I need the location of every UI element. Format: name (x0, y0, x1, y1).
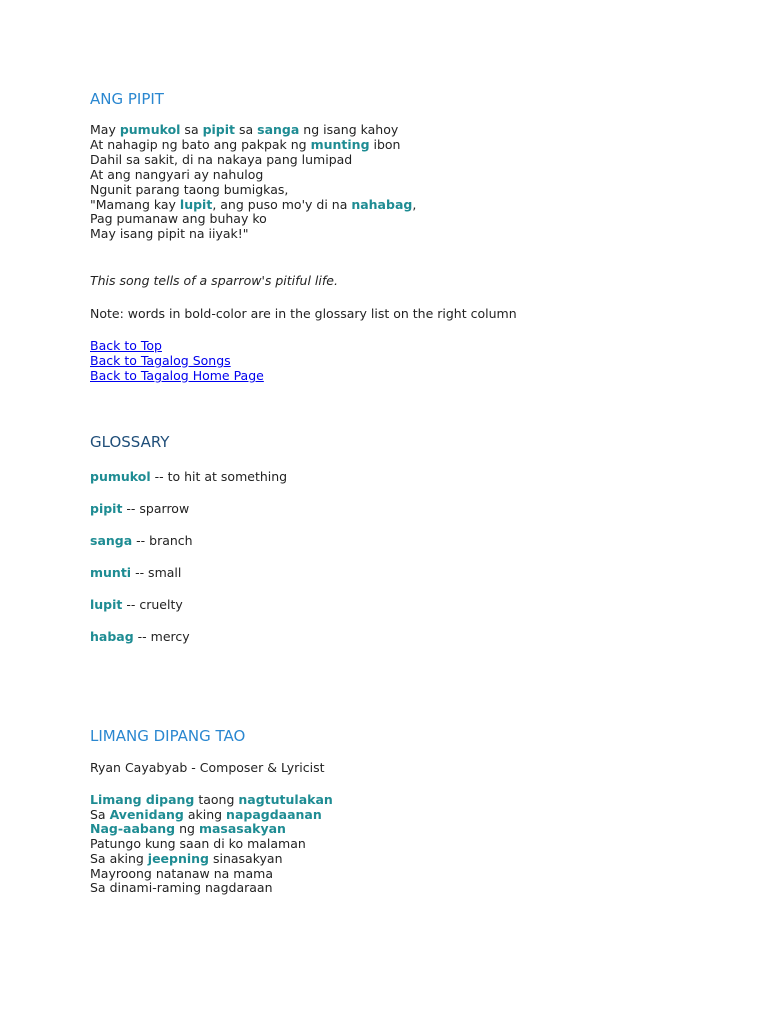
glossary-word: Nag-aabang (90, 821, 176, 837)
lyric-line (90, 851, 283, 866)
glossary-word: pumukol (119, 122, 181, 137)
lyric-line (90, 167, 263, 182)
glossary-entry (90, 629, 190, 644)
glossary-word: nahabag (351, 196, 413, 212)
lyric-text: Sa (90, 806, 110, 822)
lyric-line (90, 122, 398, 137)
lyric-line (90, 807, 322, 822)
glossary-term: habag (90, 629, 134, 644)
lyric-text: "Mamang kay (90, 196, 180, 212)
glossary-definition: -- mercy (133, 629, 190, 644)
back-to-top-link[interactable]: Back to Top (90, 338, 162, 353)
glossary-title: GLOSSARY (90, 433, 170, 451)
song1-title: ANG PIPIT (90, 90, 164, 108)
glossary-word: lupit (179, 196, 213, 212)
glossary-term: pumukol (90, 469, 151, 484)
lyric-text: At ang nangyari ay nahulog (90, 166, 264, 182)
lyric-text: Pag pumanaw ang buhay ko (90, 211, 267, 227)
lyric-line (90, 880, 273, 895)
glossary-definition: -- branch (132, 533, 193, 548)
glossary-term: pipit (90, 501, 123, 516)
lyric-text: ng isang kahoy (299, 122, 399, 137)
lyric-text: sa (180, 122, 203, 137)
back-to-tagalog-home-link[interactable]: Back to Tagalog Home Page (90, 368, 264, 383)
glossary-word: sanga (257, 122, 300, 137)
song2-title: LIMANG DIPANG TAO (90, 727, 246, 745)
glossary-entry (90, 501, 189, 516)
lyric-line (90, 137, 400, 152)
lyric-text: , ang puso mo'y di na (212, 196, 352, 212)
lyric-text: Sa dinami-raming nagdaraan (90, 880, 273, 896)
glossary-word: pipit (202, 122, 236, 137)
glossary-definition: -- sparrow (122, 501, 190, 516)
lyric-text: Mayroong natanaw na mama (90, 865, 273, 881)
glossary-definition: -- to hit at something (150, 469, 288, 484)
glossary-entry (90, 597, 183, 612)
lyric-text: aking (183, 806, 227, 822)
lyric-text: May isang pipit na iiyak!" (90, 226, 249, 242)
lyric-line (90, 182, 288, 197)
glossary-word: Limang dipang (90, 792, 195, 807)
lyric-text: , (412, 196, 417, 212)
song1-description: This song tells of a sparrow's pitiful life. (90, 273, 338, 288)
lyric-text: sinasakyan (209, 850, 283, 866)
lyric-line (90, 821, 286, 836)
lyric-line (90, 152, 352, 167)
glossary-word: munting (310, 136, 370, 152)
lyric-text: At nahagip ng bato ang pakpak ng (90, 136, 311, 152)
lyric-text: Patungo kung saan di ko malaman (90, 836, 306, 852)
glossary-word: napagdaanan (226, 806, 322, 822)
glossary-word: masasakyan (198, 821, 286, 837)
song2-credit: Ryan Cayabyab - Composer & Lyricist (90, 760, 325, 775)
glossary-entry (90, 469, 287, 484)
lyric-text: ibon (369, 136, 401, 152)
lyric-line (90, 211, 267, 226)
lyric-text: ng (175, 821, 199, 837)
glossary-word: nagtutulakan (238, 792, 333, 807)
lyric-line (90, 197, 416, 212)
lyric-line (90, 226, 249, 241)
glossary-entry (90, 533, 193, 548)
lyric-text: taong (194, 792, 239, 807)
lyric-text: Sa aking (90, 850, 148, 866)
glossary-note: Note: words in bold-color are in the glossary list on the right column (90, 306, 517, 321)
glossary-entry (90, 565, 181, 580)
lyric-text: sa (235, 122, 258, 137)
glossary-word: Avenidang (109, 806, 184, 822)
lyric-text: Dahil sa sakit, di na nakaya pang lumipad (90, 151, 353, 167)
lyric-line (90, 792, 333, 807)
lyric-text: Ngunit parang taong bumigkas, (90, 181, 289, 197)
lyric-line (90, 836, 306, 851)
glossary-definition: -- small (131, 565, 182, 580)
glossary-term: sanga (90, 533, 133, 548)
glossary-term: munti (90, 565, 132, 580)
lyric-line (90, 866, 273, 881)
lyric-text: May (90, 122, 120, 137)
glossary-term: lupit (90, 597, 123, 612)
back-to-tagalog-songs-link[interactable]: Back to Tagalog Songs (90, 353, 231, 368)
glossary-word: jeepning (147, 850, 209, 866)
glossary-definition: -- cruelty (122, 597, 183, 612)
